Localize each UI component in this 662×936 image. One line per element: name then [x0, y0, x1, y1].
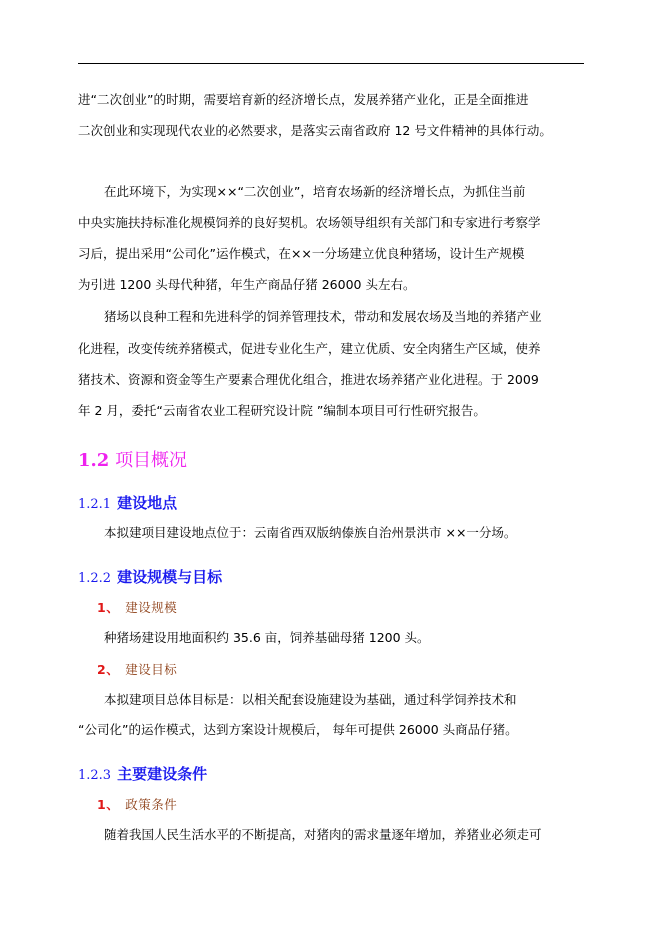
subsection-number: 1.2.3: [78, 768, 112, 783]
header-rule: [78, 63, 584, 64]
paragraph-line: 进“二次创业”的时期，需要培育新的经济增长点，发展养猪产业化，正是全面推进: [78, 92, 529, 107]
list-item-number: 1、: [97, 600, 120, 615]
list-item-title: 建设规模: [125, 600, 178, 615]
paragraph-line: 种猪场建设用地面积约 35.6 亩，饲养基础母猪 1200 头。: [104, 630, 430, 645]
list-item-heading: [97, 662, 177, 678]
subsection-number: 1.2.1: [78, 497, 112, 512]
paragraph-line: 年 2 月，委托“云南省农业工程研究设计院 ”编制本项目可行性研究报告。: [78, 403, 486, 418]
subsection-title: 建设地点: [117, 494, 178, 512]
subsection-number: 1.2.2: [78, 571, 112, 586]
subsection-heading-1-2-3: [78, 764, 207, 786]
list-item-heading: [97, 797, 177, 813]
paragraph-line: 在此环境下，为实现××“二次创业”，培育农场新的经济增长点，为抓住当前: [104, 184, 526, 199]
paragraph-line: 随着我国人民生活水平的不断提高，对猪肉的需求量逐年增加，养猪业必须走可: [104, 827, 542, 842]
section-heading-1-2: [78, 450, 187, 472]
section-title: 项目概况: [115, 450, 188, 471]
paragraph-line: 二次创业和实现现代农业的必然要求，是落实云南省政府 12 号文件精神的具体行动。: [78, 123, 552, 138]
subsection-heading-1-2-1: [78, 493, 177, 515]
list-item-heading: [97, 600, 177, 616]
subsection-title: 主要建设条件: [117, 765, 208, 783]
paragraph-line: 习后，提出采用“公司化”运作模式，在××一分场建立优良种猪场，设计生产规模: [78, 246, 525, 261]
section-number: 1.2: [78, 450, 110, 471]
paragraph-line: 猪场以良种工程和先进科学的饲养管理技术，带动和发展农场及当地的养猪产业: [104, 309, 542, 324]
paragraph-line: 中央实施扶持标准化规模饲养的良好契机。农场领导组织有关部门和专家进行考察学: [78, 215, 541, 230]
paragraph-line: 猪技术、资源和资金等生产要素合理优化组合，推进农场养猪产业化进程。于 2009: [78, 372, 539, 387]
list-item-number: 2、: [97, 662, 120, 677]
subsection-title: 建设规模与目标: [117, 568, 223, 586]
list-item-number: 1、: [97, 797, 120, 812]
list-item-title: 政策条件: [125, 797, 178, 812]
paragraph-line: 化进程，改变传统养猪模式，促进专业化生产，建立优质、安全肉猪生产区域，使养: [78, 341, 541, 356]
paragraph-line: 本拟建项目总体目标是：以相关配套设施建设为基础，通过科学饲养技术和: [104, 692, 517, 707]
list-item-title: 建设目标: [125, 662, 178, 677]
subsection-heading-1-2-2: [78, 567, 222, 589]
paragraph-line: 本拟建项目建设地点位于：云南省西双版纳傣族自治州景洪市 ××一分场。: [104, 525, 517, 540]
paragraph-line: 为引进 1200 头母代种猪，年生产商品仔猪 26000 头左右。: [78, 277, 416, 292]
paragraph-line: “公司化”的运作模式，达到方案设计规模后， 每年可提供 26000 头商品仔猪。: [78, 722, 518, 737]
